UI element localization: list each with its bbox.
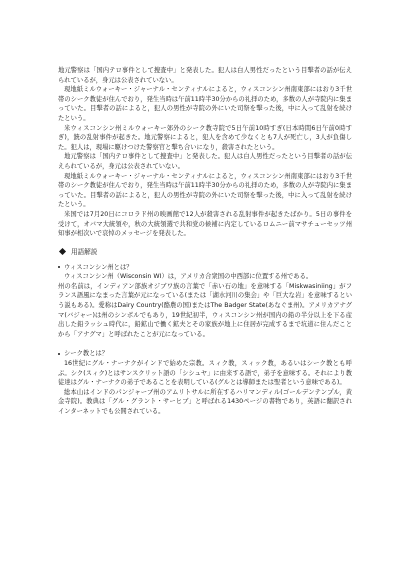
glossary-term-heading [58,263,352,273]
glossary-term-heading [58,349,352,359]
glossary-term-title: ウィスコンシン州とは？ [64,263,133,271]
bullet-dot-icon [58,266,60,268]
glossary-heading-label: 用語解説 [71,247,98,256]
glossary-paragraph: ウィスコンシン州（Wisconsin WI）は，アメリカ合衆国の中西部に位置する州である。 [64,273,313,281]
bullet-dot-icon [58,353,60,355]
news-paragraph: 米国では7月20日にコロラド州の映画館で12人が殺害される乱射事件が起きたばかり。5日の事件を受けて，オバマ大統領や，秋の大統領選で共和党の候補に内定しているロムニー前マサチューセッツ州知事が相次いで哀悼のメッセージを発表した。 [58,210,352,238]
glossary-heading [58,247,352,257]
glossary-paragraph: 州の名前は，インディアン部族オジブワ族の言葉で「赤い石の地」を意味する「Miskwasiniing」がフランス語風になまった言葉が元になっている(または「湖水河川の集会」や「巨大な岩」を意味するという説もある)。愛称はDairy Country(酪農の国)またはThe Badger State(あなぐま州)。アメリカアナグマ(バジャー)は州のシンボルでもあり，19世紀初半，ウィスコンシン州が国内の鉛の半分以上を下る産出した鉛ラッシュ時代に，鉛鉱山で働く鉱夫とその家族が地上に住居が完成するまで坑道に住んだことから「アナグマ」と呼ばれたことが元になっている。 [58,282,352,338]
news-paragraph: 地元警察は「国内テロ事件として捜査中」と発表した。犯人は白人男性だったという目撃者の話が伝えられているが，身元は公表されていない。 [58,153,352,170]
glossary-paragraph: 16世紀にグル・ナーナクがインドで始めた宗教。スィク教，スィック教，あるいはシーク教とも呼ぶ。シク(スィク)とはサンスクリット語の「シシュヤ」に由来する語で，弟子を意味する。それにより教徒達はグル・ナーナクの弟子であることを表明している(グルとは導師または聖者という意味である)。 [58,360,352,387]
glossary-term-title: シーク教とは？ [64,350,109,358]
glossary-section [58,263,352,417]
glossary-paragraph: 総本山はインドのパンジャーブ州のアムリトサルに所在するハリマンディル(ゴールデンテンプル，黄金寺院)。教典は「グル・グラント・サーヒブ」と呼ばれる1430ページの書物であり，英語に翻訳されインターネットでも公開されている。 [58,388,352,415]
news-paragraph: 地元警察は「国内テロ事件として捜査中」と発表した。犯人は白人男性だったという目撃者の話が伝えられているが，身元は公表されていない。 [58,67,352,84]
news-paragraph: 米ウィスコンシン州ミルウォーキー郊外のシーク教寺院で5日午前10時すぎ(日本時間6日午前0時すぎ)，銃の乱射事件が起きた。地元警察によると，犯人を含めて少なくとも7人が死亡し，3人が負傷した。犯人は，現場に駆けつけた警察官と撃ち合いになり，殺害されたという。 [58,124,352,151]
diamond-bullet-icon [59,248,66,255]
spacer [58,339,352,345]
news-paragraph: 現地紙ミルウォーキー・ジャーナル・センティナルによると，ウィスコンシン州南東部にはおり3千世帯のシーク教徒が住んでおり，発生当時は午前11時半30分からの礼拝のため，多数の人が寺院内に集まっていた。目撃者の話によると，犯人の男性が寺院の外にいた司祭を撃った後，中に入って乱射を続けたという。 [58,86,352,122]
news-article [58,66,352,239]
news-paragraph: 現地紙ミルウォーキー・ジャーナル・センティナルによると，ウィスコンシン州南東部にはおり3千世帯のシーク教徒が住んでおり，発生当時は午前11時半30分からの礼拝のため，多数の人が寺院内に集まっていた。目撃者の話によると，犯人の男性が寺院の外にいた司祭を撃った後，中に入って乱射を続けたという。 [58,172,352,209]
